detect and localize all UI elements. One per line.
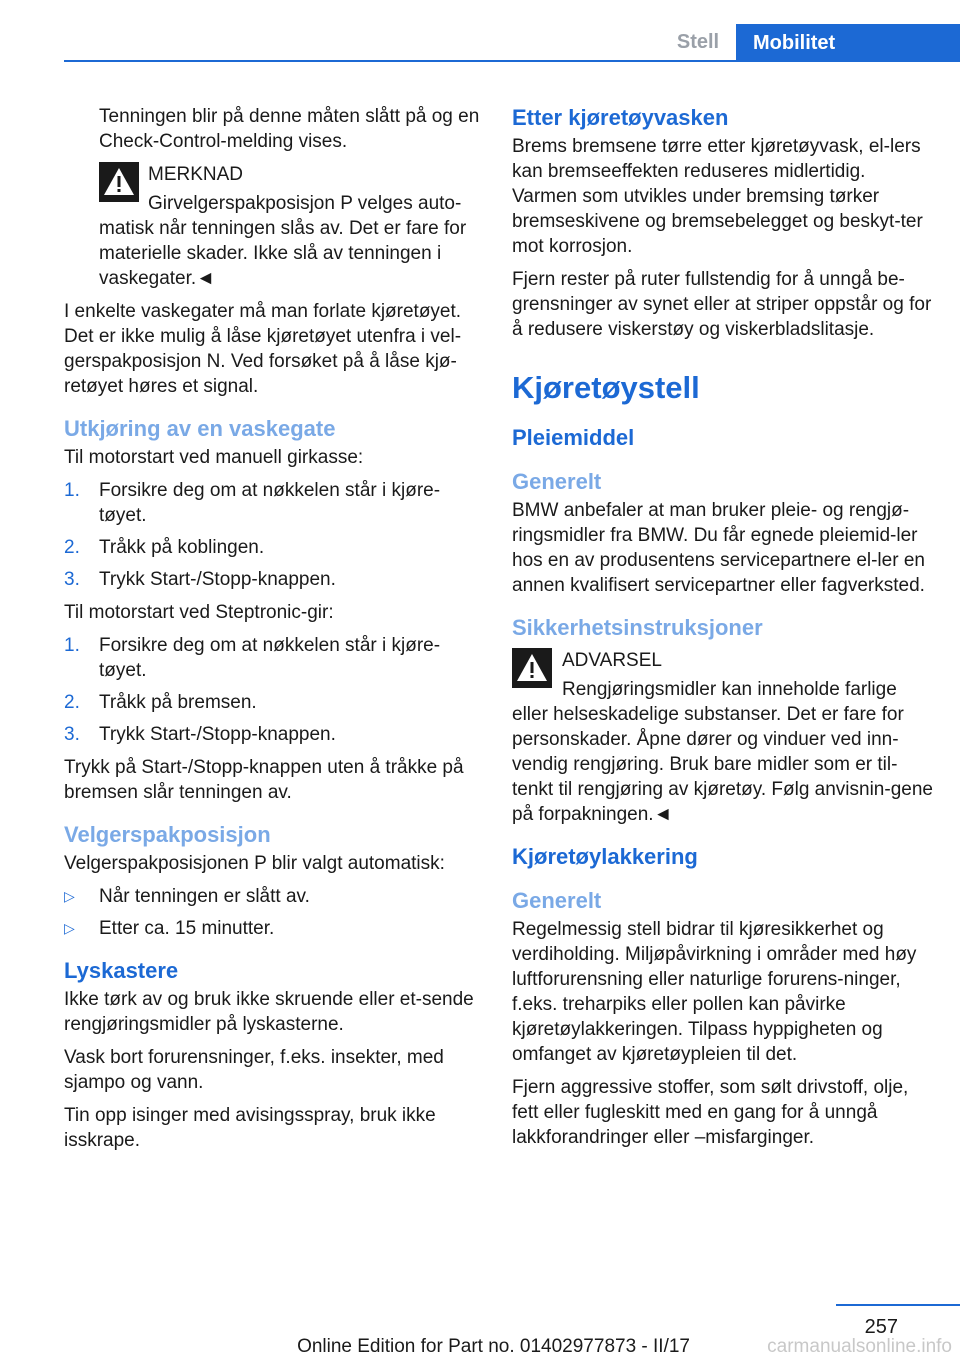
paragraph: I enkelte vaskegater må man forlate kjøretøyet. Det er ikke mulig å låse kjøretøyet utenfra i vel-gerspakposisjon N. Ved forsøket på å låse kjø-retøyet høres et signal. bbox=[64, 301, 462, 397]
paragraph: Ikke tørk av og bruk ikke skruende eller et-sende rengjøringsmidler på lyskasterne. bbox=[64, 989, 474, 1035]
paragraph: Til motorstart ved Steptronic-gir: bbox=[64, 602, 334, 623]
step-text: Trykk Start-/Stopp-knappen. bbox=[99, 569, 336, 590]
paragraph: Til motorstart ved manuell girkasse: bbox=[64, 447, 364, 468]
list-item bbox=[64, 535, 484, 560]
tab-stell[interactable]: Stell bbox=[676, 31, 720, 53]
list-item bbox=[64, 633, 484, 683]
heading-pleiemiddel: Pleiemiddel bbox=[512, 425, 635, 450]
warning-triangle-icon bbox=[99, 162, 139, 202]
heading-sikkerhetsinstruksjoner: Sikkerhetsinstruksjoner bbox=[512, 615, 763, 640]
step-text: Forsikre deg om at nøkkelen står i kjøre-tøyet. bbox=[99, 480, 441, 526]
triangle-right-icon: ▷ bbox=[64, 920, 75, 936]
paragraph: BMW anbefaler at man bruker pleie- og rengjø-ringsmidler fra BMW. Du får egnede pleiemid-ler hos en av produsentens servicepartnere el-ler en annen kvalifisert servicepartner eller fagverksted. bbox=[512, 500, 925, 596]
right-column bbox=[512, 104, 934, 1158]
note-title: MERKNAD bbox=[148, 164, 244, 185]
tab-mobilitet[interactable]: Mobilitet bbox=[736, 24, 960, 62]
step-text: Forsikre deg om at nøkkelen står i kjøre-tøyet. bbox=[99, 635, 441, 681]
steptronic-steps-list bbox=[64, 633, 484, 747]
note-box bbox=[64, 162, 484, 291]
heading-generelt: Generelt bbox=[512, 469, 602, 494]
list-item bbox=[64, 567, 484, 592]
list-item bbox=[64, 690, 484, 715]
page-number: 257 bbox=[864, 1316, 898, 1338]
step-number: 2. bbox=[64, 537, 80, 558]
paragraph: Fjern rester på ruter fullstendig for å unngå be-grensninger av synet eller at striper oppstår og for å redusere viskerstøy og viskerbladslitasje. bbox=[512, 269, 932, 340]
velger-list bbox=[64, 884, 484, 941]
step-number: 1. bbox=[64, 480, 80, 501]
left-column bbox=[64, 104, 484, 1161]
step-number: 2. bbox=[64, 692, 80, 713]
heading-kjoretoystell: Kjøretøystell bbox=[512, 370, 700, 405]
heading-kjoretoylakkering: Kjøretøylakkering bbox=[512, 844, 698, 869]
warning-body: eller helseskadelige substanser. Det er fare for personskader. Åpne dører og vinduer ved inn-vendig rengjøring. Bruk bare midler som er til-tenkt til rengjøring av kjøretøy. Følg anvisnin-gene på forpakningen.◄ bbox=[512, 704, 933, 825]
warning-title: ADVARSEL bbox=[562, 650, 662, 671]
paragraph: Fjern aggressive stoffer, som sølt drivstoff, olje, fett eller fugleskitt med en gang for å unngå lakkforandringer eller –misfarginger. bbox=[512, 1077, 909, 1148]
paragraph: Velgerspakposisjonen P blir valgt automatisk: bbox=[64, 853, 445, 874]
edition-text: Online Edition for Part no. 01402977873 - II/17 bbox=[297, 1336, 690, 1357]
step-number: 3. bbox=[64, 724, 80, 745]
paragraph: Brems bremsene tørre etter kjøretøyvask, el-lers kan bremseeffekten reduseres midlertidig. Varmen som utvikles under bremsing tørker bremseskivene og bremsebelegget og beskyt-ter mot korrosjon. bbox=[512, 136, 923, 257]
heading-velgerspakposisjon: Velgerspakposisjon bbox=[64, 822, 271, 847]
heading-utkjoring: Utkjøring av en vaskegate bbox=[64, 416, 336, 441]
heading-lyskastere: Lyskastere bbox=[64, 958, 179, 983]
paragraph: Vask bort forurensninger, f.eks. insekter, med sjampo og vann. bbox=[64, 1047, 444, 1093]
step-number: 1. bbox=[64, 635, 80, 656]
warning-triangle-icon bbox=[512, 648, 552, 688]
note-first-line: Girvelgerspakposisjon P velges auto- bbox=[148, 193, 462, 214]
list-item bbox=[64, 884, 484, 909]
item-text: Når tenningen er slått av. bbox=[99, 886, 310, 907]
watermark: carmanualsonline.info bbox=[767, 1336, 952, 1357]
list-item bbox=[64, 722, 484, 747]
heading-etter-kjoretoyvasken: Etter kjøretøyvasken bbox=[512, 105, 729, 130]
footer-rule bbox=[836, 1304, 960, 1306]
manual-steps-list bbox=[64, 478, 484, 592]
warning-first-line: Rengjøringsmidler kan inneholde farlige bbox=[562, 679, 897, 700]
step-text: Trykk Start-/Stopp-knappen. bbox=[99, 724, 336, 745]
step-text: Tråkk på koblingen. bbox=[99, 537, 265, 558]
warning-box bbox=[512, 648, 934, 827]
heading-generelt: Generelt bbox=[512, 888, 602, 913]
list-item bbox=[64, 478, 484, 528]
paragraph: Trykk på Start-/Stopp-knappen uten å tråkke på bremsen slår tenningen av. bbox=[64, 757, 464, 803]
item-text: Etter ca. 15 minutter. bbox=[99, 918, 275, 939]
step-number: 3. bbox=[64, 569, 80, 590]
step-text: Tråkk på bremsen. bbox=[99, 692, 257, 713]
triangle-right-icon: ▷ bbox=[64, 888, 75, 904]
intro-text: Tenningen blir på denne måten slått på og en Check-Control-melding vises. bbox=[99, 106, 480, 152]
paragraph: Tin opp isinger med avisingsspray, bruk ikke isskrape. bbox=[64, 1105, 436, 1151]
note-body: matisk når tenningen slås av. Det er fare for materielle skader. Ikke slå av tenningen i vaskegater.◄ bbox=[99, 218, 467, 289]
paragraph: Regelmessig stell bidrar til kjøresikkerhet og verdiholding. Miljøpåvirkning i områder med høy luftforurensning eller naturlige forurens-ninger, f.eks. treharpiks eller pollen kan påvirke kjøretøylakkeringen. Tilpass hyppigheten og omfanget av kjøretøypleien til det. bbox=[512, 919, 917, 1065]
list-item bbox=[64, 916, 484, 941]
